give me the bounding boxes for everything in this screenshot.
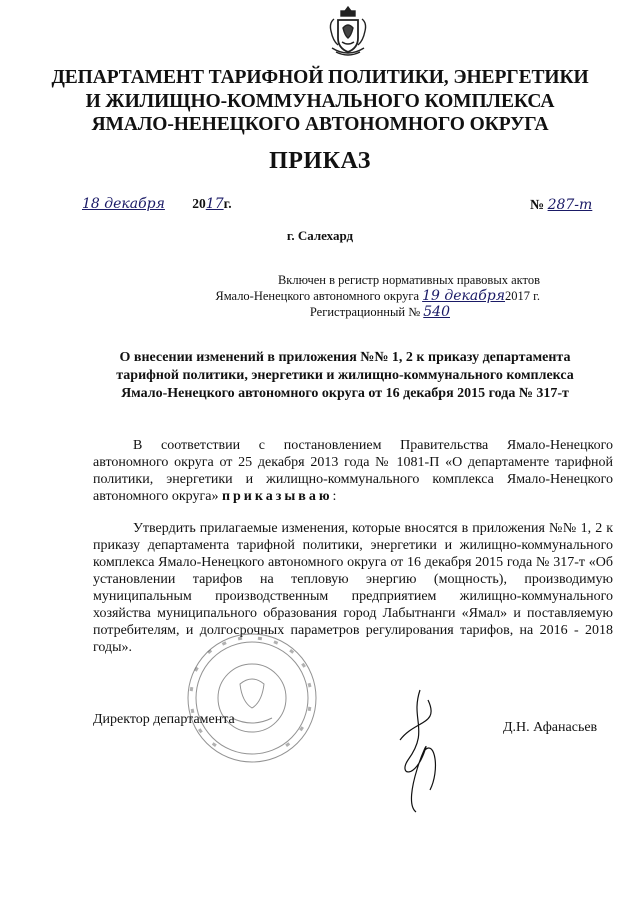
date-year-suffix: 17	[205, 196, 224, 212]
registry-line-2: Ямало-Ненецкого автономного округа 19 декабря2017 г.	[215, 288, 540, 304]
registry-line-1: Включен в регистр нормативных правовых актов	[277, 273, 540, 287]
order-text: Утвердить прилагаемые изменения, которые вносятся в приложения №№ 1, 2 к приказу департамента тарифной политики, энергетики и жилищно-коммунального комплекса Ямало-Ненецкого автономного округа от 16 декабря 2015 года № 317-т «Об установлении тарифов на тепловую энергию (мощность), производимую муниципальным производственным предприятием жилищно-коммунального хозяйства муниципального образования город Лабытнанги «Ямал» и поставляемую потребителям, и долгосрочных параметров регулирования тарифов, на 2016 - 2018 годы».	[93, 521, 613, 655]
subject-line-1: О внесении изменений в приложения №№ 1, 2 к приказу департамента	[119, 350, 571, 365]
registry-block	[180, 272, 540, 320]
document-type-title: ПРИКАЗ	[269, 148, 371, 174]
department-line-1: ДЕПАРТАМЕНТ ТАРИФНОЙ ПОЛИТИКИ, ЭНЕРГЕТИКИ	[51, 67, 589, 88]
signatory-name: Д.Н. Афанасьев	[503, 720, 598, 735]
department-header	[40, 66, 600, 137]
handwritten-signature	[380, 680, 460, 820]
date-year-postfix: г.	[223, 196, 232, 211]
number-label: №	[530, 198, 545, 213]
order-paragraph	[93, 520, 613, 656]
subject-line-2: тарифной политики, энергетики и жилищно-коммунального комплекса	[116, 368, 574, 383]
signatory-position: Директор департамента	[93, 712, 235, 727]
subject-line-3: Ямало-Ненецкого автономного округа от 16 декабря 2015 года № 317-т	[121, 386, 569, 401]
number-value: 287-т	[547, 197, 593, 213]
registry-date: 19 декабря	[422, 288, 506, 304]
document-date	[82, 196, 232, 212]
order-subject	[95, 349, 595, 403]
coat-of-arms-emblem	[326, 4, 370, 60]
preamble-text: В соответствии с постановлением Правительства Ямало-Ненецкого автономного округа от 25 декабря 2013 года № 1081-П «О департаменте тарифной политики, энергетики и жилищно-коммунального комплекса Ямало-Ненецкого автономного округа»	[93, 438, 613, 504]
order-word: приказываю	[221, 489, 333, 504]
department-line-2: И ЖИЛИЩНО-КОММУНАЛЬНОГО КОМПЛЕКСА	[85, 90, 555, 112]
department-line-3: ЯМАЛО-НЕНЕЦКОГО АВТОНОМНОГО ОКРУГА	[91, 114, 549, 135]
city-line: г. Салехард	[286, 228, 354, 243]
registry-line-3: Регистрационный № 540	[309, 304, 450, 320]
registry-number: 540	[423, 304, 450, 320]
date-day-month: 18 декабря	[82, 196, 165, 212]
official-seal-stamp	[172, 628, 332, 768]
preamble-paragraph: В соответствии с постановлением Правительства Ямало-Ненецкого автономного округа от 25 декабря 2013 года № 1081-П «О департаменте тарифной политики, энергетики и жилищно-коммунального комплекса Ямало-Ненецкого автономного округа» приказываю:	[93, 438, 613, 504]
date-year-prefix: 20	[192, 196, 206, 211]
document-number	[530, 197, 592, 214]
